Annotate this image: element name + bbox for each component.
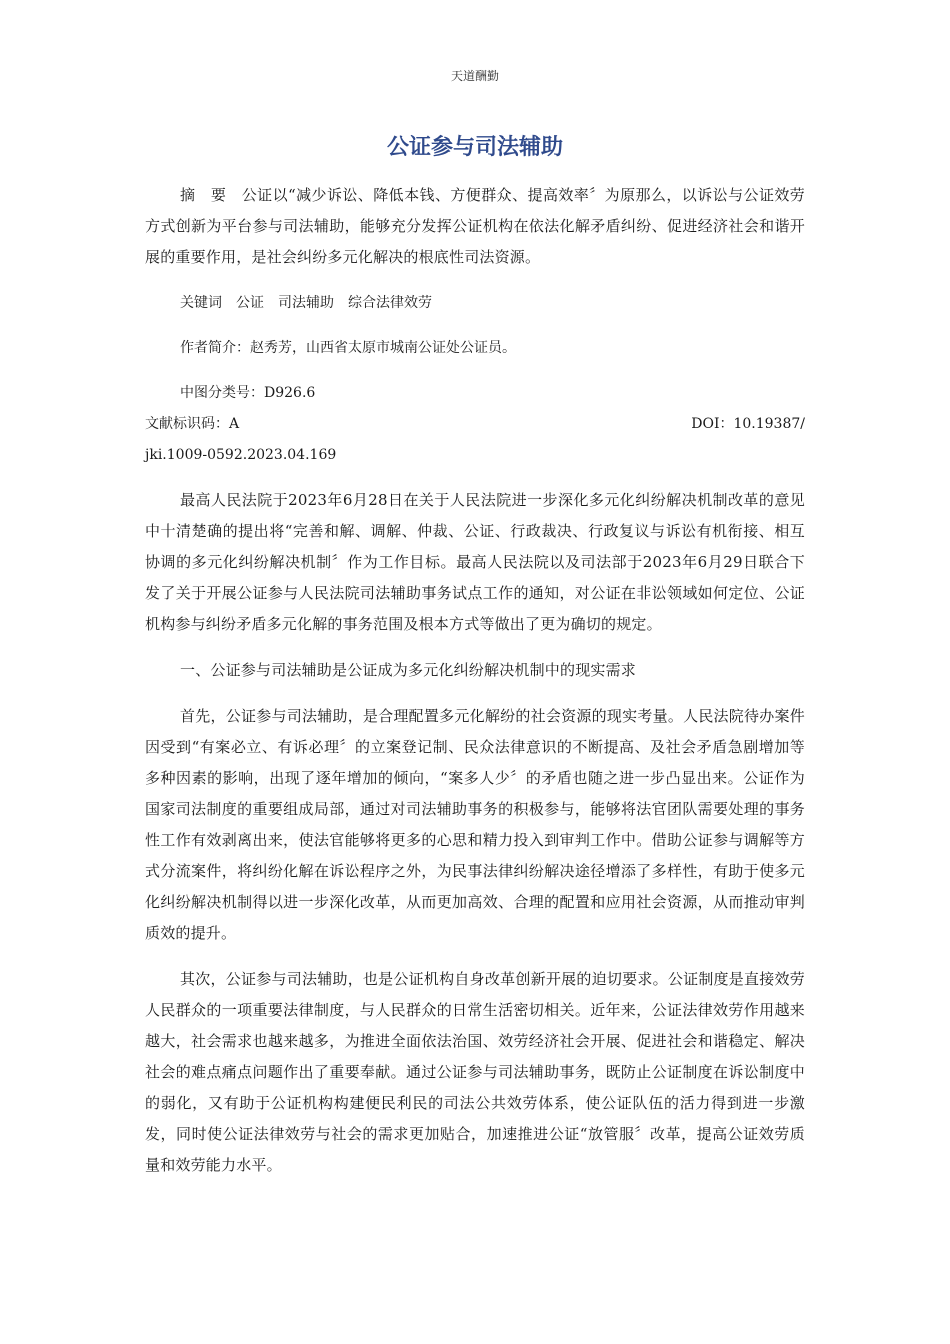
doi-prefix: DOI：10.19387/: [691, 416, 805, 432]
clc-line: 中图分类号：D926.6: [180, 385, 316, 401]
page-header-mark: 天道酬勤: [450, 69, 499, 83]
author-line: 作者简介：赵秀芳，山西省太原市城南公证处公证员。: [180, 340, 516, 356]
body-paragraph-1: 最高人民法院于2023年6月28日在关于人民法院进一步深化多元化纠纷解决机制改革的意见中十清楚确的提出将“完善和解、调解、仲裁、公证、行政裁决、行政复议与诉讼有机衔接、相互协调的多元化纠纷解决机制〞作为工作目标。最高人民法院以及司法部于2023年6月29日联合下发了关于开展公证参与人民法院司法辅助事务试点工作的通知，对公证在非讼领域如何定位、公证机构参与纠纷矛盾多元化解的事务范围及根本方式等做出了更为确切的规定。: [145, 491, 805, 633]
body-paragraph-3: 其次，公证参与司法辅助，也是公证机构自身改革创新开展的迫切要求。公证制度是直接效劳人民群众的一项重要法律制度，与人民群众的日常生活密切相关。近年来，公证法律效劳作用越来越大，社会需求也越来越多，为推进全面依法治国、效劳经济社会开展、促进社会和谐稳定、解决社会的难点痛点问题作出了重要奉献。通过公证参与司法辅助事务，既防止公证制度在诉讼制度中的弱化，又有助于公证机构构建便民利民的司法公共效劳体系，使公证队伍的活力得到进一步激发，同时使公证法律效劳与社会的需求更加贴合，加速推进公证“放管服〞改革，提高公证效劳质量和效劳能力水平。: [145, 970, 805, 1174]
article-body: [145, 180, 805, 1196]
abstract-paragraph: 摘 要 公证以“减少诉讼、降低本钱、方便群众、提高效率〞为原那么，以诉讼与公证效劳方式创新为平台参与司法辅助，能够充分发挥公证机构在依法化解矛盾纠纷、促进经济社会和谐开展的重要作用，是社会纠纷多元化解决的根底性司法资源。: [145, 186, 805, 266]
keywords-line: 关键词 公证 司法辅助 综合法律效劳: [180, 295, 432, 311]
doc-code-row: [145, 409, 805, 440]
article-title: 公证参与司法辅助: [386, 135, 563, 160]
doc-code: 文献标识码：A: [145, 416, 240, 432]
section-heading-1: 一、公证参与司法辅助是公证成为多元化纠纷解决机制中的现实需求: [180, 661, 637, 679]
doi-suffix: jki.1009-0592.2023.04.169: [145, 447, 337, 463]
body-paragraph-2: 首先，公证参与司法辅助，是合理配置多元化解纷的社会资源的现实考量。人民法院待办案件因受到“有案必立、有诉必理〞的立案登记制、民众法律意识的不断提高、及社会矛盾急剧增加等多种因素的影响，出现了逐年增加的倾向，“案多人少〞的矛盾也随之进一步凸显出来。公证作为国家司法制度的重要组成局部，通过对司法辅助事务的积极参与，能够将法官团队需要处理的事务性工作有效剥离出来，使法官能够将更多的心思和精力投入到审判工作中。借助公证参与调解等方式分流案件，将纠纷化解在诉讼程序之外，为民事法律纠纷解决途径增添了多样性，有助于使多元化纠纷解决机制得以进一步深化改革，从而更加高效、合理的配置和应用社会资源，从而推动审判质效的提升。: [145, 707, 805, 942]
